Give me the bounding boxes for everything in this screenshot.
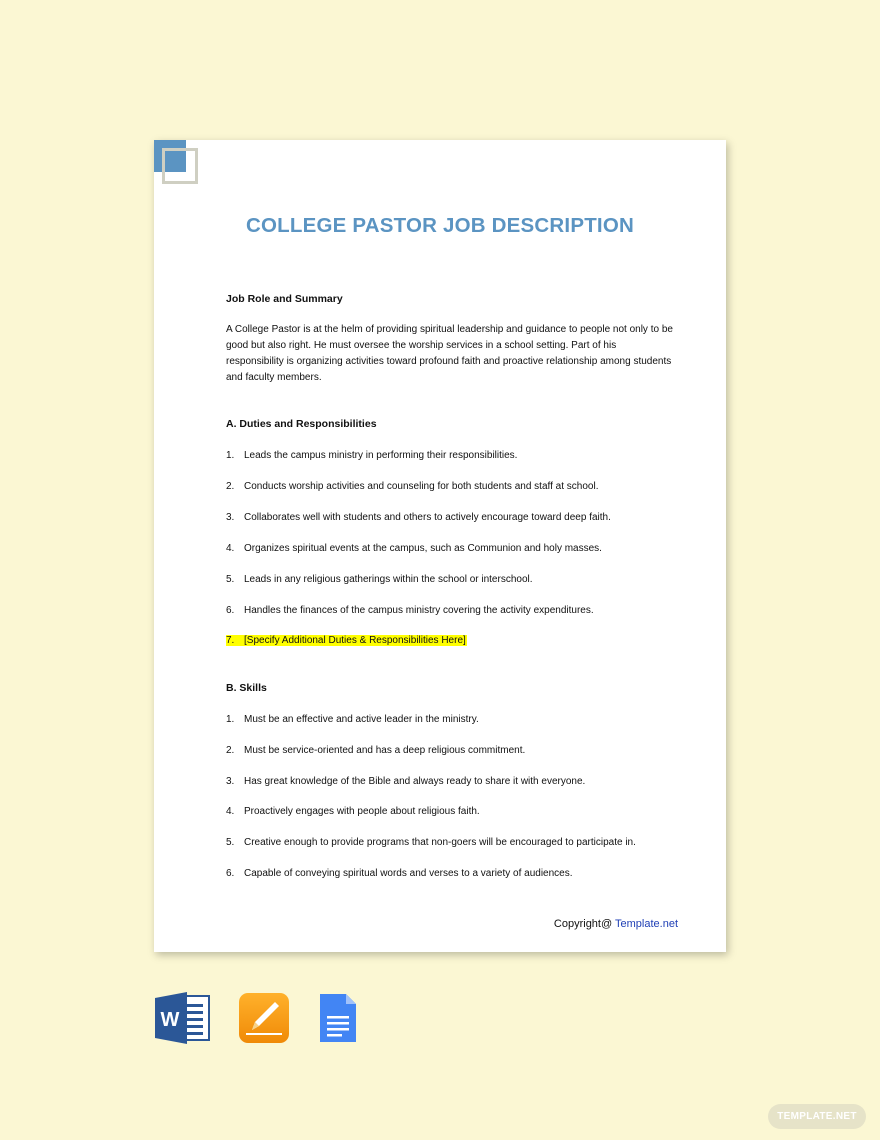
skills-heading: B. Skills — [226, 682, 267, 694]
skill-text: Must be an effective and active leader in the ministry. — [244, 714, 479, 725]
duty-text: Handles the finances of the campus ministry covering the activity expenditures. — [244, 605, 594, 616]
summary-heading: Job Role and Summary — [226, 293, 343, 305]
summary-paragraph: A College Pastor is at the helm of providing spiritual leadership and guidance to people not only to be good but also right. He must oversee the worship services in a school setting. Part of his responsibility is organizing activities toward profound faith and proactive relationship among students and faculty members. — [226, 324, 673, 383]
skill-number: 1. — [226, 714, 235, 725]
document-title: COLLEGE PASTOR JOB DESCRIPTION — [246, 214, 634, 237]
duty-item — [226, 450, 517, 461]
skill-item — [226, 745, 525, 756]
skill-text: Proactively engages with people about religious faith. — [244, 806, 480, 817]
skill-item — [226, 806, 480, 817]
corner-square-outline — [162, 148, 198, 184]
duty-item-placeholder — [226, 635, 467, 646]
duty-text: Organizes spiritual events at the campus, such as Communion and holy masses. — [244, 543, 602, 554]
skill-item — [226, 837, 636, 848]
skill-number: 5. — [226, 837, 235, 848]
duty-item — [226, 574, 533, 585]
duty-text: Leads the campus ministry in performing their responsibilities. — [244, 450, 518, 461]
duty-text: Conducts worship activities and counseling for both students and staff at school. — [244, 481, 599, 492]
google-docs-icon[interactable] — [318, 992, 358, 1049]
copyright-prefix: Copyright@ — [553, 918, 616, 930]
skill-text: Creative enough to provide programs that non-goers will be encouraged to participate in. — [244, 837, 636, 848]
duty-item — [226, 543, 602, 554]
duty-number: 4. — [226, 543, 235, 554]
duty-number: 2. — [226, 481, 235, 492]
watermark-badge: TEMPLATE.NET — [768, 1104, 866, 1129]
copyright-notice — [554, 918, 678, 930]
duty-number: 3. — [226, 512, 235, 523]
skill-number: 4. — [226, 806, 235, 817]
skill-text: Capable of conveying spiritual words and verses to a variety of audiences. — [244, 868, 573, 879]
skill-item — [226, 868, 573, 879]
word-letter: W — [160, 1009, 180, 1031]
duty-number: 1. — [226, 450, 235, 461]
pages-icon[interactable] — [238, 992, 290, 1049]
corner-decoration — [154, 140, 198, 184]
skill-number: 2. — [226, 745, 235, 756]
copyright-link[interactable]: Template.net — [615, 918, 678, 930]
duty-text: Leads in any religious gatherings within the school or interschool. — [244, 574, 533, 585]
duty-item — [226, 605, 594, 616]
duty-number: 5. — [226, 574, 235, 585]
duty-item — [226, 512, 611, 523]
skill-number: 3. — [226, 776, 235, 787]
duty-item — [226, 481, 598, 492]
skill-item — [226, 714, 479, 725]
duties-heading: A. Duties and Responsibilities — [226, 418, 377, 430]
word-icon[interactable] — [155, 992, 211, 1049]
duty-number: 6. — [226, 605, 235, 616]
skill-text: Has great knowledge of the Bible and always ready to share it with everyone. — [244, 776, 586, 787]
skill-item — [226, 776, 585, 787]
duty-number: 7. — [226, 635, 235, 646]
skill-text: Must be service-oriented and has a deep religious commitment. — [244, 745, 526, 756]
highlighted-placeholder — [226, 635, 467, 646]
duty-text: Collaborates well with students and others to actively encourage toward deep faith. — [244, 512, 611, 523]
duty-text: [Specify Additional Duties & Responsibilities Here] — [244, 635, 466, 646]
skill-number: 6. — [226, 868, 235, 879]
document-page — [154, 140, 726, 952]
